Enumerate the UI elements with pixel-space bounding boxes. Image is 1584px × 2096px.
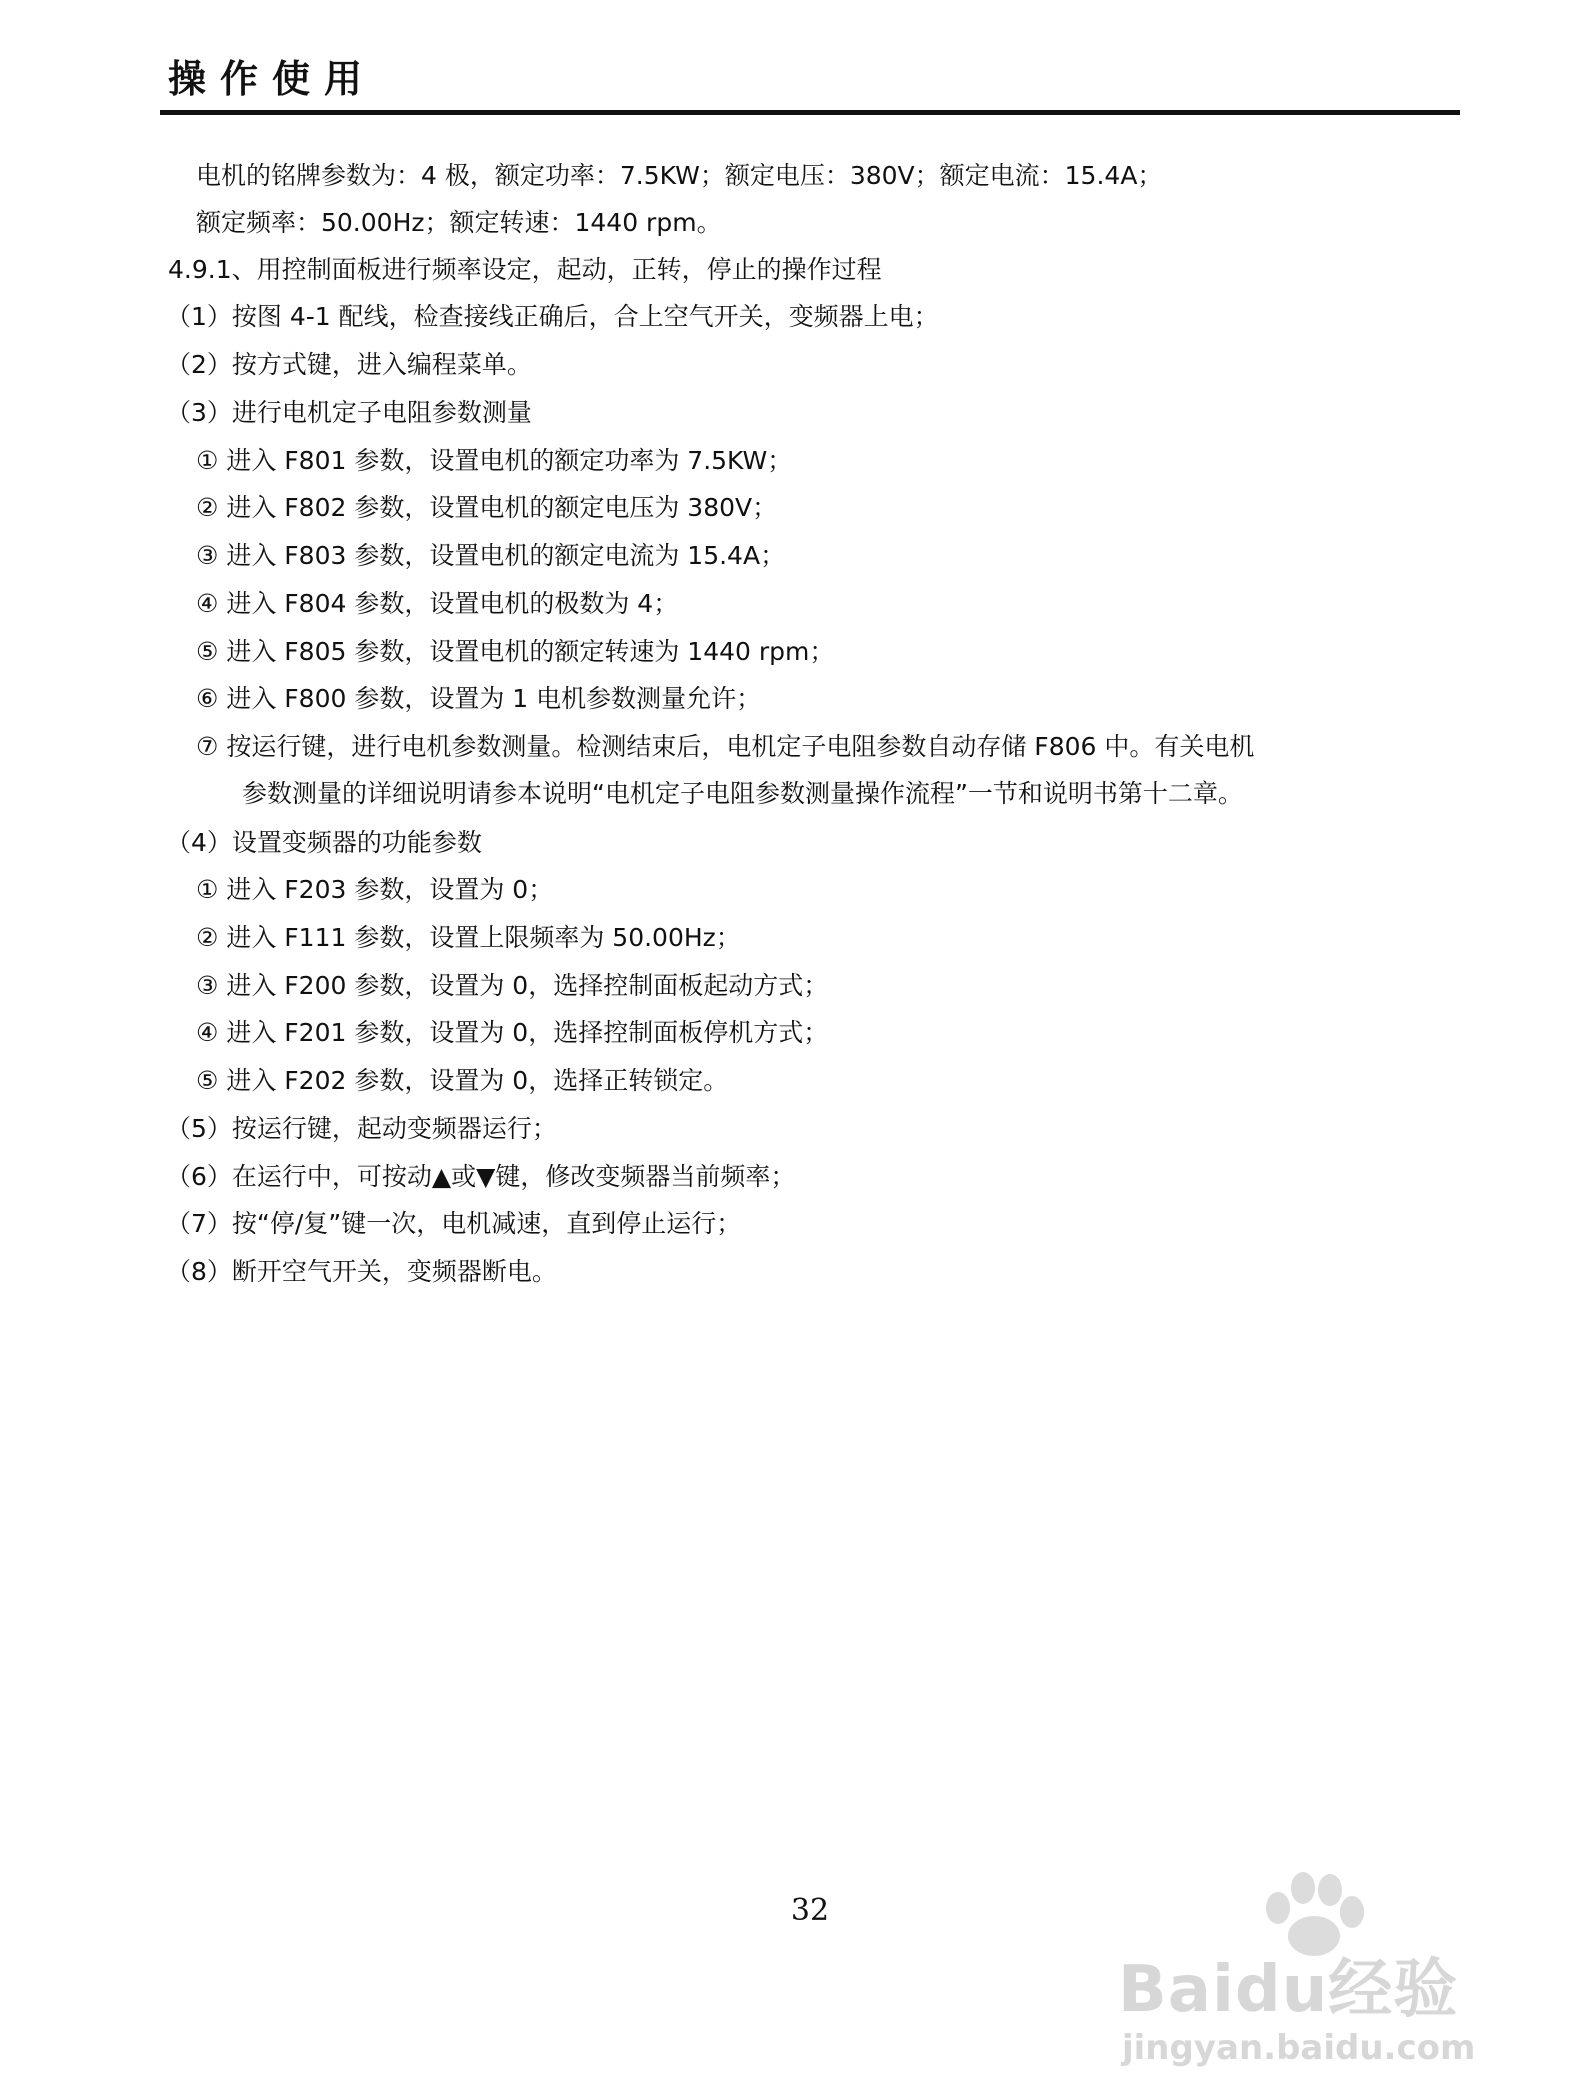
baidu-watermark xyxy=(1118,1868,1478,2088)
sub-step-item: ④ 进入 F201 参数，设置为 0，选择控制面板停机方式； xyxy=(196,1018,829,1047)
sub-step-item: ⑥ 进入 F800 参数，设置为 1 电机参数测量允许； xyxy=(196,684,762,713)
page-number: 32 xyxy=(790,1893,830,1928)
step-item: （2）按方式键，进入编程菜单。 xyxy=(166,350,532,379)
sub-step-item: ④ 进入 F804 参数，设置电机的极数为 4； xyxy=(196,589,679,618)
sub-step-item: ① 进入 F203 参数，设置为 0； xyxy=(196,875,554,904)
sub-step-item: ③ 进入 F200 参数，设置为 0，选择控制面板起动方式； xyxy=(196,971,829,1000)
section-heading: 4.9.1、用控制面板进行频率设定，起动，正转，停止的操作过程 xyxy=(168,255,882,284)
sub-step-item: ③ 进入 F803 参数，设置电机的额定电流为 15.4A； xyxy=(196,541,786,570)
step-item: （3）进行电机定子电阻参数测量 xyxy=(166,398,532,427)
step-item: （5）按运行键，起动变频器运行； xyxy=(166,1114,557,1143)
sub-step-continuation: 参数测量的详细说明请参本说明“电机定子电阻参数测量操作流程”一节和说明书第十二章。 xyxy=(242,779,1243,808)
header-rule xyxy=(160,110,1460,115)
step-item: （7）按“停/复”键一次，电机减速，直到停止运行； xyxy=(166,1209,742,1238)
watermark-brand: Baidu经验 xyxy=(1118,1953,1459,2027)
sub-step-item: ⑦ 按运行键，进行电机参数测量。检测结束后，电机定子电阻参数自动存储 F806 中。有关电机 xyxy=(196,732,1255,761)
sub-step-item: ② 进入 F802 参数，设置电机的额定电压为 380V； xyxy=(196,493,778,522)
sub-step-item: ② 进入 F111 参数，设置上限频率为 50.00Hz； xyxy=(196,923,741,952)
text-line: 电机的铭牌参数为：4 极，额定功率：7.5KW；额定电压：380V；额定电流：15.4A； xyxy=(196,161,1163,190)
sub-step-item: ① 进入 F801 参数，设置电机的额定功率为 7.5KW； xyxy=(196,446,793,475)
step-item: （6）在运行中，可按动▲或▼键，修改变频器当前频率； xyxy=(166,1162,796,1191)
step-item: （8）断开空气开关，变频器断电。 xyxy=(166,1257,557,1286)
watermark-url: jingyan.baidu.com xyxy=(1122,2028,1476,2068)
sub-step-item: ⑤ 进入 F805 参数，设置电机的额定转速为 1440 rpm； xyxy=(196,637,835,666)
text-line: 额定频率：50.00Hz；额定转速：1440 rpm。 xyxy=(196,208,722,237)
step-item: （4）设置变频器的功能参数 xyxy=(166,828,482,857)
step-item: （1）按图 4-1 配线，检查接线正确后，合上空气开关，变频器上电； xyxy=(166,302,939,331)
page-header-title: 操作使用 xyxy=(168,57,377,101)
sub-step-item: ⑤ 进入 F202 参数，设置为 0，选择正转锁定。 xyxy=(196,1066,729,1095)
